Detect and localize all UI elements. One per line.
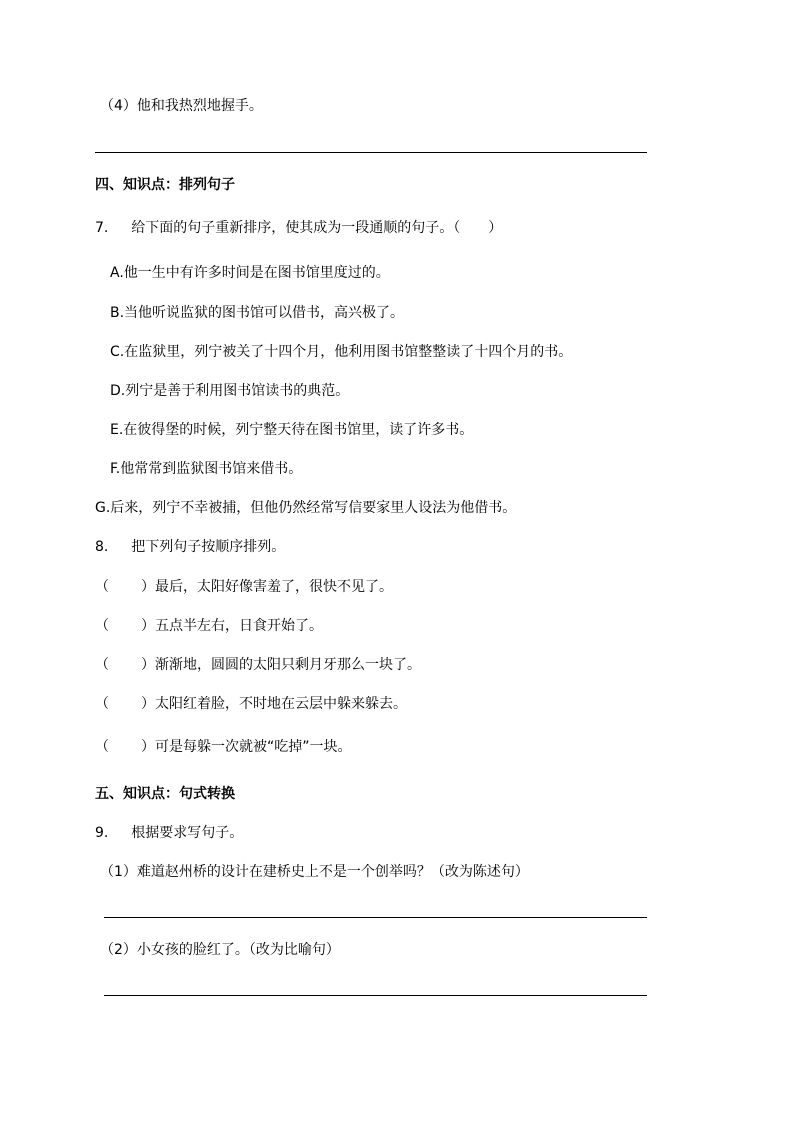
answer-line-q9-1[interactable] [104,917,647,918]
section-4-title: 四、知识点：排列句子 [95,177,235,193]
question-9 [95,823,243,843]
q7-option-d: D.列宁是善于利用图书馆读书的典范。 [110,383,350,399]
question-7-prompt: 给下面的句子重新排序，使其成为一段通顺的句子。（ ） [131,220,503,236]
question-9-prompt: 根据要求写句子。 [131,825,244,841]
question-9-number: 9. [95,825,109,841]
q7-option-c: C.在监狱里，列宁被关了十四个月，他利用图书馆整整读了十四个月的书。 [110,344,573,360]
q9-item-1: （1）难道赵州桥的设计在建桥史上不是一个创举吗？（改为陈述句） [100,864,529,880]
answer-line-q9-2[interactable] [104,995,647,996]
q7-option-g: G.后来，列宁不幸被捕，但他仍然经常写信要家里人设法为他借书。 [95,500,517,516]
q8-item-3: （ ）渐渐地，圆圆的太阳只剩月牙那么一块了。 [95,657,421,673]
q9-item-2: （2）小女孩的脸红了。（改为比喻句） [100,942,340,958]
question-8 [95,537,285,557]
q7-option-b: B.当他听说监狱的图书馆可以借书，高兴极了。 [110,305,405,321]
q8-item-2-text: 五点半左右，日食开始了。 [155,618,323,634]
q8-item-4-text: 太阳红着脸，不时地在云层中躲来躲去。 [155,696,407,712]
answer-line-q6-4[interactable] [95,152,647,153]
question-7-number: 7. [95,220,109,236]
q8-item-2: （ ）五点半左右，日食开始了。 [95,618,323,634]
q7-option-a: A.他一生中有许多时间是在图书馆里度过的。 [110,265,390,281]
question-7 [95,218,502,238]
q8-item-4: （ ）太阳红着脸，不时地在云层中躲来躲去。 [95,696,407,712]
question-8-prompt: 把下列句子按顺序排列。 [131,539,286,555]
q8-item-5: （ ）可是每躲一次就被“吃掉”一块。 [95,739,352,755]
q8-item-3-text: 渐渐地，圆圆的太阳只剩月牙那么一块了。 [155,657,421,673]
q8-item-5-text: 可是每躲一次就被“吃掉”一块。 [155,739,352,755]
q7-option-e: E.在彼得堡的时候，列宁整天待在图书馆里，读了许多书。 [110,422,474,438]
question-8-number: 8. [95,539,109,555]
q8-item-1-text: 最后，太阳好像害羞了，很快不见了。 [155,579,393,595]
q6-item-4: （4）他和我热烈地握手。 [100,98,263,114]
q7-option-f: F.他常常到监狱图书馆来借书。 [110,461,303,477]
q8-item-1: （ ）最后，太阳好像害羞了，很快不见了。 [95,579,393,595]
section-5-title: 五、知识点：句式转换 [95,786,235,802]
